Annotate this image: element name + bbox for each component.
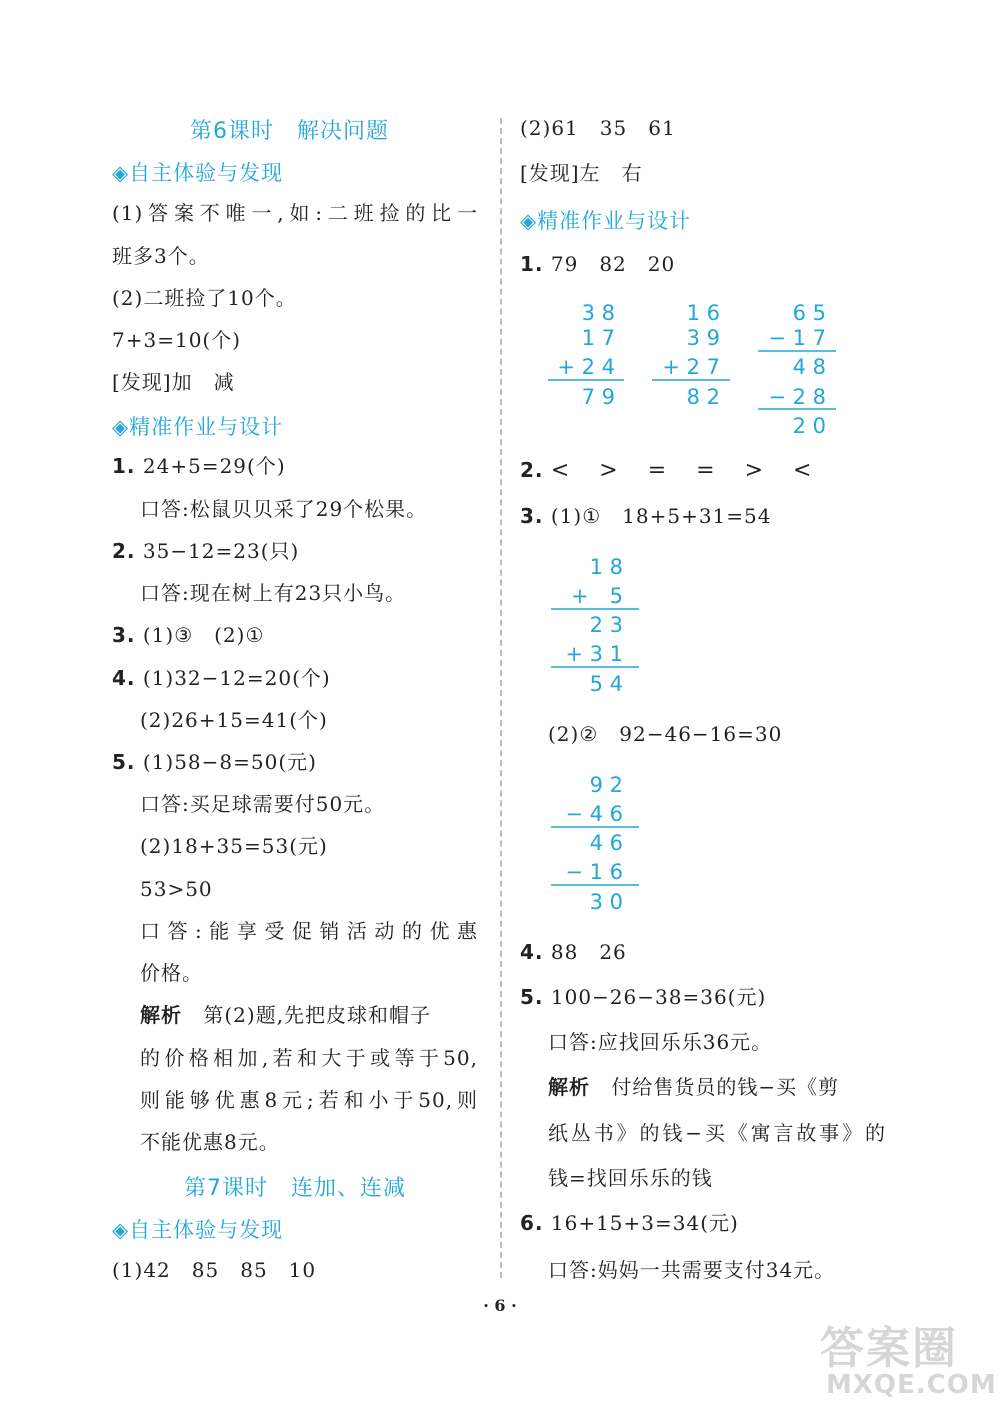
q3-number: 3.: [112, 623, 136, 647]
explore-3: 7+3=10(个): [112, 328, 242, 352]
r-q2-line: [520, 457, 815, 484]
q1-equation: 24+5=29(个): [142, 454, 286, 478]
calc-c-row-5: 2 0: [792, 414, 826, 438]
calc-c-row-1: 6 5: [792, 301, 826, 325]
calc-d-row-2: + 5: [571, 584, 623, 608]
vertical-calc-e: [545, 768, 655, 916]
q5-equation-2: (2)18+35=53(元): [140, 834, 328, 858]
q5-analysis-1: [140, 1002, 478, 1028]
r-q2-symbols: < > = = > <: [550, 458, 816, 483]
r-q6-equation: 16+15+3=34(元): [550, 1211, 739, 1235]
r-q2-number: 2.: [520, 458, 544, 482]
r-q3-line-1: [520, 503, 771, 529]
watermark-logo: [820, 1312, 997, 1408]
q2-line: [112, 538, 299, 564]
q1-answer: 口答:松鼠贝贝采了29个松果。: [140, 497, 428, 521]
lesson-6-title: 第6课时 解决问题: [190, 119, 389, 144]
calc-a-row-2: 1 7: [581, 326, 615, 350]
explore2-1: (1)42 85 85 10: [112, 1258, 317, 1282]
q5-number: 5.: [112, 750, 136, 774]
section-explore: ◈自主体验与发现: [112, 161, 284, 185]
q5-analysis-2: 的价格相加,若和大于或等于50,: [140, 1046, 478, 1070]
calc-a-row-3: + 2 4: [557, 355, 615, 379]
r-q5-analysis-2: 纸丛书》的钱−买《寓言故事》的: [548, 1121, 886, 1145]
vertical-calc-row: [540, 296, 850, 441]
r-q5-answer: 口答:应找回乐乐36元。: [548, 1030, 773, 1054]
r-analysis-label: 解析: [548, 1075, 590, 1099]
q1-line: [112, 453, 286, 479]
calc-d-row-4: + 3 1: [565, 642, 623, 666]
analysis-text-1: 第(2)题,先把皮球和帽子: [203, 1003, 432, 1027]
calc-d-row-3: 2 3: [589, 613, 623, 637]
analysis-label: 解析: [140, 1003, 182, 1027]
q1-number: 1.: [112, 454, 136, 478]
calc-c-row-4: − 2 8: [768, 385, 826, 409]
watermark-big-text: 答案圈: [820, 1323, 958, 1374]
section-practice: ◈精准作业与设计: [112, 415, 284, 439]
calc-a-row-1: 3 8: [581, 301, 615, 325]
q5-comparison: 53>50: [140, 877, 213, 901]
calc-c-row-3: 4 8: [792, 355, 826, 379]
q4-line-1: [112, 665, 331, 691]
lesson-7-title: 第7课时 连加、连减: [184, 1176, 406, 1201]
q4-equation-1: (1)32−12=20(个): [142, 666, 331, 690]
r-q3-number: 3.: [520, 504, 544, 528]
calc-c: [758, 301, 836, 438]
calc-e-row-5: 3 0: [589, 890, 623, 914]
q3-answer: (1)③ (2)①: [142, 623, 265, 647]
calc-e-row-3: 4 6: [589, 831, 623, 855]
r-q5-analysis-3: 钱=找回乐乐的钱: [548, 1166, 713, 1190]
r-top-1: (2)61 35 61: [520, 116, 676, 140]
r-q6-line: [520, 1210, 739, 1236]
explore-find: [发现]加 减: [112, 370, 235, 394]
q5-line-1: [112, 749, 317, 775]
calc-d-row-5: 5 4: [589, 672, 623, 696]
q5-analysis-3: 则能够优惠8元;若和小于50,则: [140, 1088, 478, 1112]
r-q4-answers: 88 26: [550, 940, 627, 964]
calc-b: [652, 301, 730, 409]
q4-number: 4.: [112, 666, 136, 690]
r-q5-analysis-1: [548, 1074, 886, 1100]
calc-a-row-4: 7 9: [581, 385, 615, 409]
page-number: · 6 ·: [483, 1296, 517, 1315]
r-q5-equation: 100−26−38=36(元): [550, 985, 767, 1009]
calc-e-row-1: 9 2: [589, 773, 623, 797]
q2-number: 2.: [112, 539, 136, 563]
q5-answer-2a: 口答:能享受促销活动的优惠: [140, 919, 478, 943]
explore-1a: (1)答案不唯一,如:二班捡的比一: [112, 201, 478, 225]
q2-answer: 口答:现在树上有23只小鸟。: [140, 581, 407, 605]
calc-b-row-1: 1 6: [686, 301, 720, 325]
r-top-2: [发现]左 右: [520, 161, 643, 185]
q4-equation-2: (2)26+15=41(个): [140, 708, 328, 732]
calc-a: [548, 301, 624, 409]
r-q4-line: [520, 939, 627, 965]
r-q4-number: 4.: [520, 940, 544, 964]
watermark-url: MXQE.COM: [826, 1370, 997, 1400]
calc-b-row-2: 3 9: [686, 326, 720, 350]
r-q6-number: 6.: [520, 1211, 544, 1235]
r-q3-equation-1: (1)① 18+5+31=54: [550, 504, 772, 528]
r-analysis-text-1: 付给售货员的钱−买《剪: [611, 1075, 840, 1099]
q5-answer-1: 口答:买足球需要付50元。: [140, 792, 386, 816]
vertical-calc-d: [545, 550, 655, 698]
section-practice-right: ◈精准作业与设计: [520, 209, 692, 233]
q5-analysis-4: 不能优惠8元。: [140, 1130, 280, 1154]
explore-1b: 班多3个。: [112, 244, 210, 268]
q5-equation-1: (1)58−8=50(元): [142, 750, 317, 774]
explore-2: (2)二班捡了10个。: [112, 286, 297, 310]
calc-b-row-3: + 2 7: [662, 355, 720, 379]
q5-answer-2b: 价格。: [140, 961, 203, 985]
calc-b-row-4: 8 2: [686, 385, 720, 409]
q2-equation: 35−12=23(只): [142, 539, 300, 563]
r-q5-line: [520, 984, 766, 1010]
r-q6-answer: 口答:妈妈一共需要支付34元。: [548, 1258, 836, 1282]
r-q1-line: [520, 251, 675, 277]
r-q3-equation-2: (2)② 92−46−16=30: [548, 722, 783, 746]
r-q1-answers: 79 82 20: [550, 252, 676, 276]
r-q5-number: 5.: [520, 985, 544, 1009]
q3-line: [112, 622, 264, 648]
section-explore-2: ◈自主体验与发现: [112, 1218, 284, 1242]
calc-e-row-2: − 4 6: [565, 802, 623, 826]
calc-e-row-4: − 1 6: [565, 860, 623, 884]
r-q1-number: 1.: [520, 252, 544, 276]
calc-c-row-2: − 1 7: [768, 326, 826, 350]
calc-d-row-1: 1 8: [589, 555, 623, 579]
column-divider: [500, 118, 502, 1278]
